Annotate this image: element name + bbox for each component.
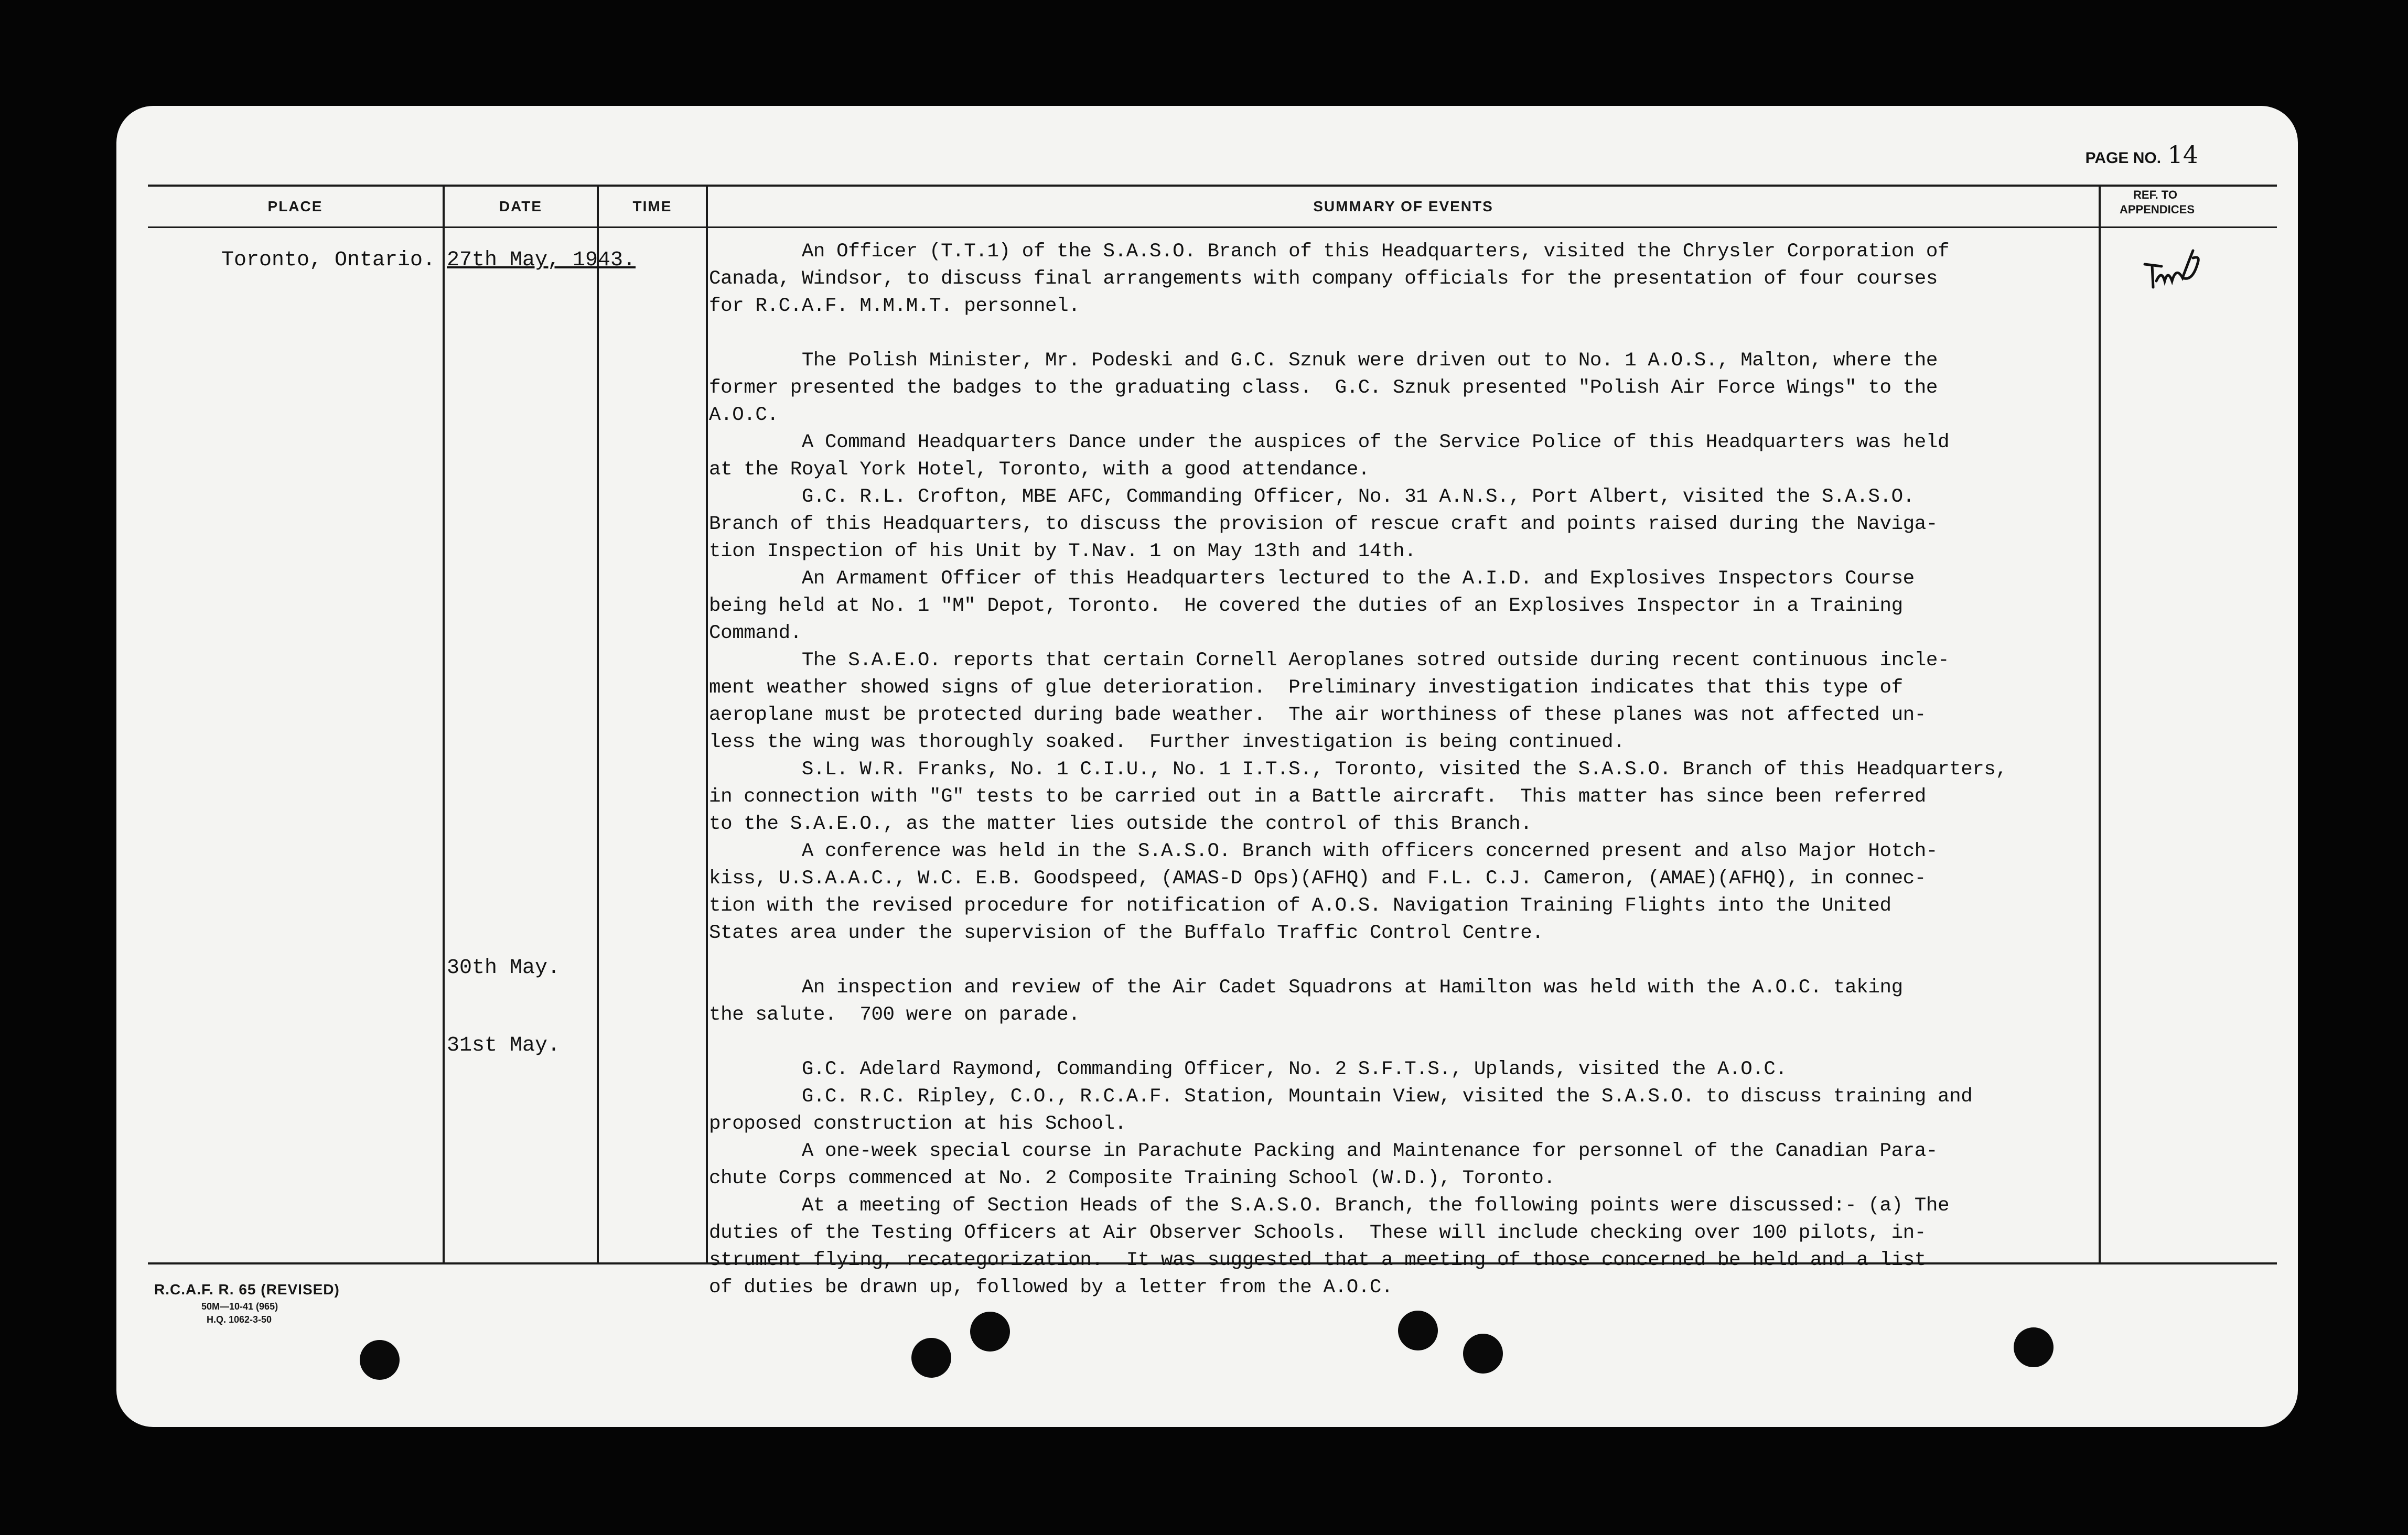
punch-hole <box>1398 1311 1438 1350</box>
column-divider-date <box>597 185 599 1264</box>
top-rule <box>148 185 2277 187</box>
punch-hole <box>1463 1334 1503 1374</box>
handwritten-annotation <box>2141 240 2203 295</box>
diary-form-card <box>116 106 2298 1427</box>
punch-hole <box>970 1312 1010 1352</box>
column-divider-place <box>443 185 445 1264</box>
ref-line-2: APPENDICES <box>2120 203 2195 216</box>
form-hq-code: H.Q. 1062-3-50 <box>207 1314 272 1325</box>
page-label: PAGE NO. <box>2085 149 2162 167</box>
column-divider-time <box>706 185 708 1264</box>
form-print-code: 50M—10-41 (965) <box>201 1301 278 1312</box>
column-header-ref-appendices <box>2120 188 2195 217</box>
handwritten-initials-icon <box>2141 240 2203 293</box>
column-header-time: TIME <box>632 198 672 214</box>
column-header-place: PLACE <box>267 198 323 214</box>
entry-date-27-may: 27th May, 1943. <box>447 248 636 272</box>
page-number-label <box>2086 140 2198 169</box>
punch-hole <box>2014 1327 2054 1367</box>
punch-hole <box>911 1338 951 1378</box>
column-header-summary: SUMMARY OF EVENTS <box>1313 198 1493 214</box>
header-rule <box>148 226 2277 228</box>
entry-date-30-may: 30th May. <box>447 956 561 980</box>
punch-hole <box>360 1340 400 1380</box>
entry-date-31-may: 31st May. <box>447 1034 561 1057</box>
entry-place: Toronto, Ontario. <box>221 248 436 272</box>
form-footer <box>154 1281 340 1325</box>
summary-of-events-text: An Officer (T.T.1) of the S.A.S.O. Branch of this Headquarters, visited the Chrysler Corporation of Canada, Windsor, to discuss final arrangements with company officials for the presentation of four courses for R.C.A.F. M.M.M.T. personnel. The Polish Minister, Mr. Podeski and G.C. Sznuk were driven out to No. 1 A.O.S., Malton, where the former presented the badges to the graduating class. G.C. Sznuk presented "Polish Air Force Wings" to the A.O.C. A Command Headquarters Dance under the auspices of the Service Police of this Headquarters was held at the Royal York Hotel, Toronto, with a good attendance. G.C. R.L. Crofton, MBE AFC, Commanding Officer, No. 31 A.N.S., Port Albert, visited the S.A.S.O. Branch of this Headquarters, to discuss the provision of rescue craft and points raised during the Naviga- tion Inspection of his Unit by T.Nav. 1 on May 13th and 14th. An Armament Officer of this Headquarters lectured to the A.I.D. and Explosives Inspectors Course being held at No. 1 "M" Depot, Toronto. He covered the duties of an Explosives Inspector in a Training Command. The S.A.E.O. reports that certain Cornell Aeroplanes sotred outside during recent continuous incle- ment weather showed signs of glue deterioration. Preliminary investigation indicates that this type of aeroplane must be protected during bade weather. The air worthiness of these planes was not affected un- less the wing was thoroughly soaked. Further investigation is being continued. S.L. W.R. Franks, No. 1 C.I.U., No. 1 I.T.S., Toronto, visited the S.A.S.O. Branch of this Headquarters, in connection with "G" tests to be carried out in a Battle aircraft. This matter has since been referred to the S.A.E.O., as the matter lies outside the control of this Branch. A conference was held in the S.A.S.O. Branch with officers concerned present and also Major Hotch- kiss, U.S.A.A.C., W.C. E.B. Goodspeed, (AMAS-D Ops)(AFHQ) and F.L. C.J. Cameron, (AMAE)(AFHQ), in connec- tion with the revised procedure for notification of A.O.S. Navigation Training Flights into the United States area under the supervision of the Buffalo Traffic Control Centre. An inspection and review of the Air Cadet Squadrons at Hamilton was held with the A.O.C. taking the salute. 700 were on parade. G.C. Adelard Raymond, Commanding Officer, No. 2 S.F.T.S., Uplands, visited the A.O.C. G.C. R.C. Ripley, C.O., R.C.A.F. Station, Mountain View, visited the S.A.S.O. to discuss training and proposed construction at his School. A one-week special course in Parachute Packing and Maintenance for personnel of the Canadian Para- chute Corps commenced at No. 2 Composite Training School (W.D.), Toronto. At a meeting of Section Heads of the S.A.S.O. Branch, the following points were discussed:- (a) The duties of the Testing Officers at Air Observer Schools. These will include checking over 100 pilots, in- strument flying, recategorization. It was suggested that a meeting of those concerned be held and a list of duties be drawn up, followed by a letter from the A.O.C. <box>709 241 2007 1299</box>
form-number: R.C.A.F. R. 65 (REVISED) <box>154 1281 340 1298</box>
ref-line-1: REF. TO <box>2133 188 2177 201</box>
page-number-value: 14 <box>2167 140 2198 169</box>
column-header-date: DATE <box>499 198 543 214</box>
